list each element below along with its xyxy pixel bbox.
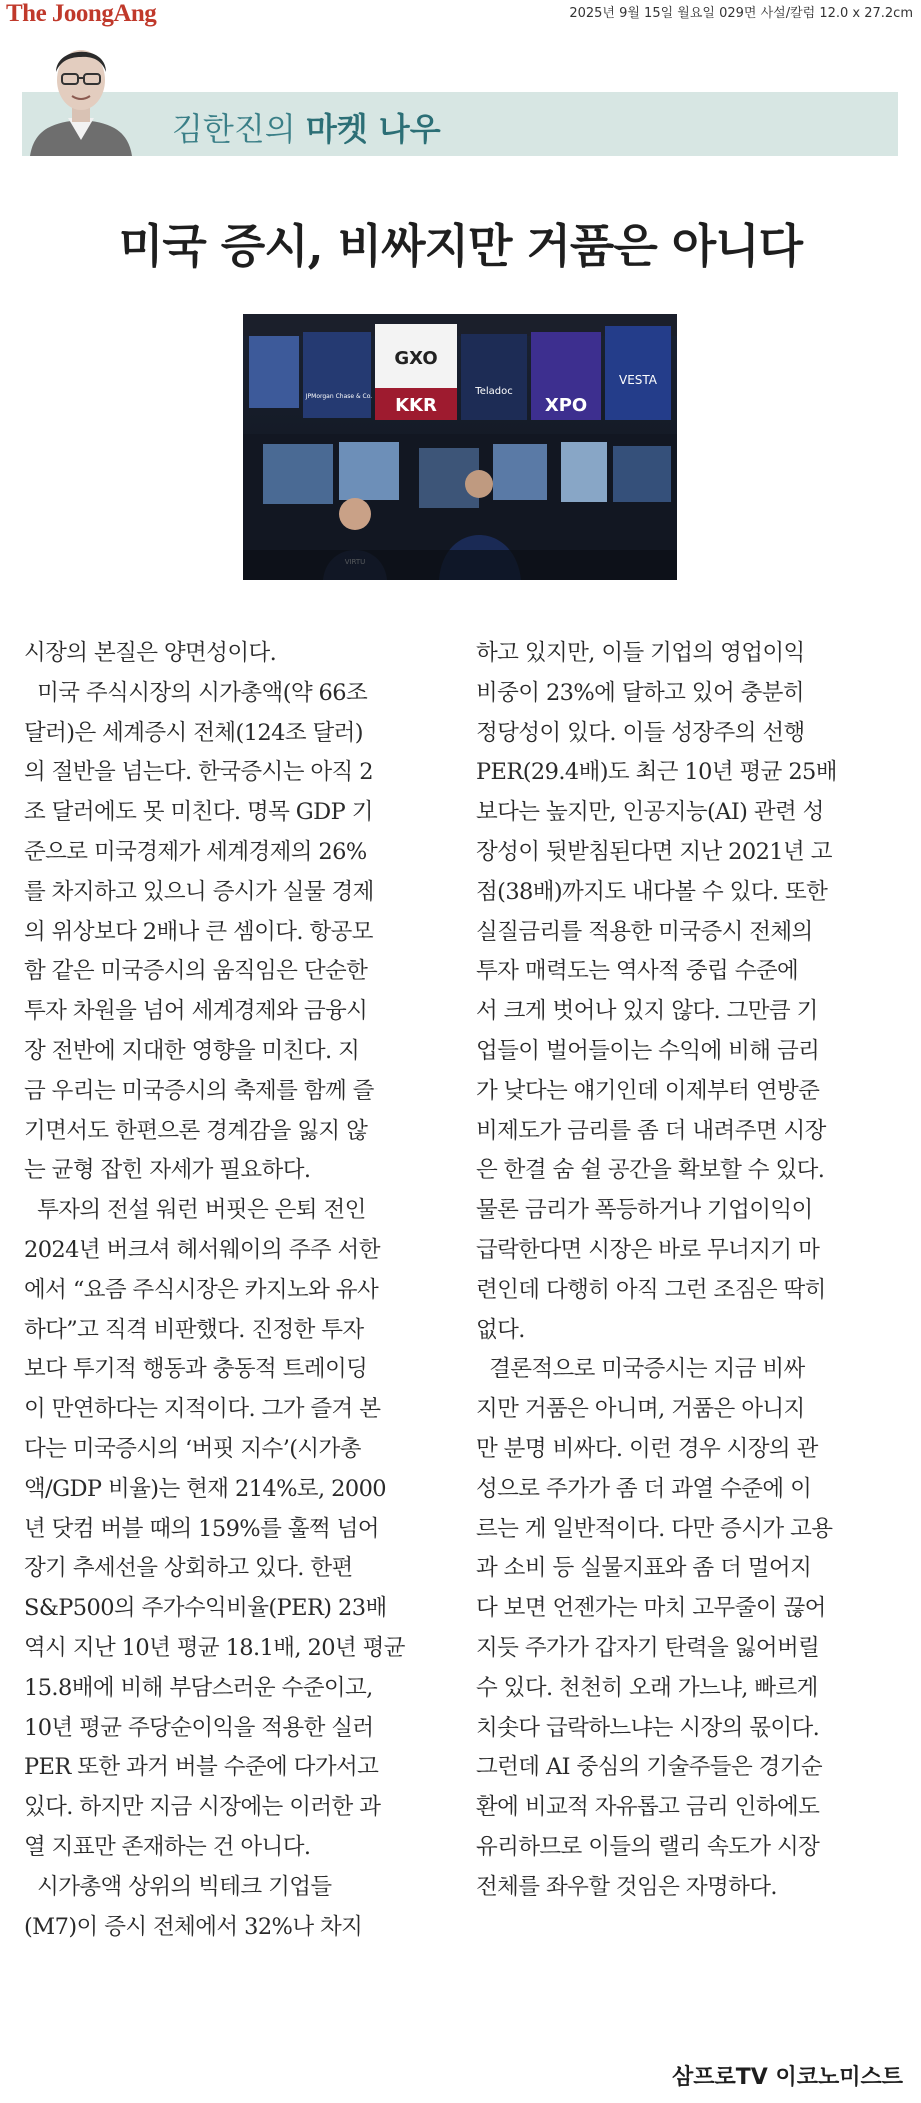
article-text-line: 없다. <box>476 1316 525 1343</box>
article-text-line: 10년 평균 주당순이익을 적용한 실러 <box>24 1714 374 1741</box>
article-text-line: 이 만연하다는 지적이다. 그가 즐겨 본 <box>24 1396 381 1423</box>
article-text-line: 열 지표만 존재하는 건 아니다. <box>24 1833 311 1860</box>
edition-info: 2025년 9월 15일 월요일 029면 사설/칼럼 12.0 x 27.2cm <box>569 6 913 21</box>
article-text-line: 결론적으로 미국증시는 지금 비싸 <box>476 1356 805 1383</box>
kkr-sign: KKR <box>395 395 437 416</box>
author-portrait <box>22 30 140 156</box>
article-text-line: 를 차지하고 있으니 증시가 실물 경제 <box>24 878 374 905</box>
article-headline: 미국 증시, 비싸지만 거품은 아니다 <box>118 219 803 273</box>
article-text-line: 시장의 본질은 양면성이다. <box>24 640 277 666</box>
article-text-line: 하다”고 직격 비판했다. 진정한 투자 <box>24 1316 364 1343</box>
article-text-line: 의 절반을 넘는다. 한국증시는 아직 2 <box>24 759 373 786</box>
article-text-line: 은 한결 숨 쉴 공간을 확보할 수 있다. <box>476 1157 825 1184</box>
article-text-line: 15.8배에 비해 부담스러운 수준이고, <box>24 1674 373 1701</box>
article-text-line: 장성이 뒷받침된다면 지난 2021년 고 <box>476 838 832 865</box>
author-byline: 삼프로TV 이코노미스트 <box>672 2065 903 2090</box>
article-text-line: 있다. 하지만 지금 시장에는 이러한 과 <box>24 1794 381 1821</box>
article-text-line: 서 크게 벗어나 있지 않다. 그만큼 기 <box>476 998 818 1025</box>
masthead <box>0 0 921 30</box>
article-column-left <box>24 634 456 1947</box>
article-text-line: 수 있다. 천천히 오래 가느냐, 빠르게 <box>476 1674 818 1701</box>
article-text-line: 장 전반에 지대한 영향을 미친다. 지 <box>24 1037 360 1064</box>
article-text-line: PER(29.4배)도 최근 10년 평균 25배 <box>476 759 837 786</box>
article-text-line: 함 같은 미국증시의 움직임은 단순한 <box>24 958 368 985</box>
article-text-line: 물론 금리가 폭등하거나 기업이익이 <box>476 1197 813 1224</box>
article-text-line: 에서 “요즘 주식시장은 카지노와 유사 <box>24 1276 379 1303</box>
article-text-line: 비제도가 금리를 좀 더 내려주면 시장 <box>476 1117 826 1144</box>
article-text-line: 조 달러에도 못 미친다. 명목 GDP 기 <box>24 799 373 826</box>
article-text-line: 점(38배)까지도 내다볼 수 있다. 또한 <box>476 878 828 905</box>
article-text-line: 보다 투기적 행동과 충동적 트레이딩 <box>24 1356 368 1383</box>
article-text-line: (M7)이 증시 전체에서 32%나 차지 <box>24 1913 363 1940</box>
article-text-line: 다 보면 언젠가는 마치 고무줄이 끊어 <box>476 1595 826 1622</box>
article-text-line: 기면서도 한편으론 경계감을 잃지 않 <box>24 1117 368 1144</box>
article-text-line: 전체를 좌우할 것임은 자명하다. <box>476 1873 777 1900</box>
article-text-line: 보다는 높지만, 인공지능(AI) 관련 성 <box>476 799 824 826</box>
newspaper-logo[interactable]: The JoongAng <box>6 0 157 27</box>
article-text-line: 투자의 전설 워런 버핏은 은퇴 전인 <box>24 1197 366 1224</box>
column-author: 김한진의 <box>172 110 296 148</box>
article-text-line: 2024년 버크셔 헤서웨이의 주주 서한 <box>24 1236 380 1263</box>
article-text-line: 만 분명 비싸다. 이런 경우 시장의 관 <box>476 1435 818 1462</box>
column-series-name: 마켓 나우 <box>305 110 441 148</box>
column-banner <box>22 92 898 156</box>
article-text-line: 과 소비 등 실물지표와 좀 더 멀어지 <box>476 1555 812 1582</box>
article-text-line: 지듯 주가가 갑자기 탄력을 잃어버릴 <box>476 1634 820 1661</box>
article-text-line: 시가총액 상위의 빅테크 기업들 <box>24 1873 332 1900</box>
article-text-line: 다는 미국증시의 ‘버핏 지수’(시가총 <box>24 1435 361 1462</box>
article-text-line: 장기 추세선을 상회하고 있다. 한편 <box>24 1555 353 1582</box>
article-text-line: 지만 거품은 아니며, 거품은 아니지 <box>476 1396 805 1423</box>
article-text-line: 그런데 AI 중심의 기술주들은 경기순 <box>476 1754 823 1781</box>
article-text-line: 정당성이 있다. 이들 성장주의 선행 <box>476 719 805 746</box>
article-text-line: 하고 있지만, 이들 기업의 영업이익 <box>476 640 805 666</box>
article-column-right <box>476 634 908 1908</box>
article-text-line: 련인데 다행히 아직 그런 조짐은 딱히 <box>476 1276 826 1303</box>
article-text-line: 달러)은 세계증시 전체(124조 달러) <box>24 719 363 746</box>
article-text-line: 미국 주식시장의 시가총액(약 66조 <box>24 679 368 706</box>
article-text-line: 환에 비교적 자유롭고 금리 인하에도 <box>476 1794 820 1821</box>
article-text-line: 가 낮다는 얘기인데 이제부터 연방준 <box>476 1077 820 1104</box>
article-text-line: 치솟다 급락하느냐는 시장의 몫이다. <box>476 1714 820 1741</box>
column-title <box>172 104 441 150</box>
article-text-line: 역시 지난 10년 평균 18.1배, 20년 평균 <box>24 1634 405 1661</box>
jpmorgan-sign: JPMorgan Chase & Co. <box>305 393 373 400</box>
article-text-line: 업들이 벌어들이는 수익에 비해 금리 <box>476 1037 820 1064</box>
article-text-line: 금 우리는 미국증시의 축제를 함께 즐 <box>24 1077 374 1104</box>
xpo-sign: XPO <box>544 395 588 416</box>
article-text-line: PER 또한 과거 버블 수준에 다가서고 <box>24 1754 379 1781</box>
article-text-line: 액/GDP 비율)는 현재 214%로, 2000 <box>24 1475 387 1502</box>
article-text-line: 의 위상보다 2배나 큰 셈이다. 항공모 <box>24 918 373 945</box>
article-text-line: S&P500의 주가수익비율(PER) 23배 <box>24 1595 387 1622</box>
article-text-line: 급락한다면 시장은 바로 무너지기 마 <box>476 1236 820 1263</box>
article-text-line: 년 닷컴 버블 때의 159%를 훌쩍 넘어 <box>24 1515 379 1542</box>
article-text-line: 준으로 미국경제가 세계경제의 26% <box>24 838 367 865</box>
article-text-line: 는 균형 잡힌 자세가 필요하다. <box>24 1157 311 1184</box>
article-text-line: 유리하므로 이들의 랠리 속도가 시장 <box>476 1833 820 1860</box>
article-text-line: 투자 매력도는 역사적 중립 수준에 <box>476 958 799 985</box>
gxo-sign: GXO <box>394 348 438 369</box>
article-text-line: 투자 차원을 넘어 세계경제와 금융시 <box>24 998 368 1025</box>
article-text-line: 르는 게 일반적이다. 다만 증시가 고용 <box>476 1515 833 1542</box>
teladoc-sign: Teladoc <box>475 386 513 397</box>
article-text-line: 비중이 23%에 달하고 있어 충분히 <box>476 679 805 706</box>
stock-exchange-photo <box>243 314 677 580</box>
article-text-line: 실질금리를 적용한 미국증시 전체의 <box>476 918 813 945</box>
article-text-line: 성으로 주가가 좀 더 과열 수준에 이 <box>476 1475 812 1502</box>
vesta-sign: VESTA <box>618 373 658 387</box>
